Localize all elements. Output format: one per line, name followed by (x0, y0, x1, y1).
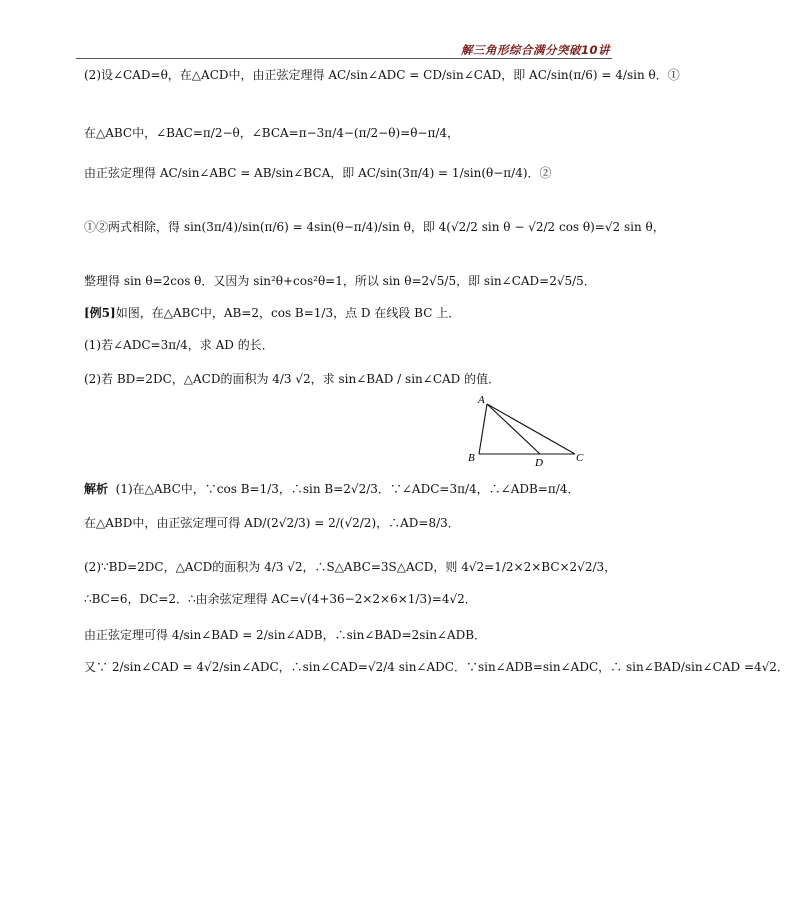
solution-line-3: 由正弦定理得 AC/sin∠ABC = AB/sin∠BCA，即 AC/sin(3π/4) = 1/sin(θ−π/4)．② (84, 166, 552, 180)
label-A: A (478, 394, 485, 406)
label-C: C (576, 452, 584, 464)
example-label: [例5] (84, 306, 116, 320)
solution-line-4: ①②两式相除，得 sin(3π/4)/sin(π/6) = 4sin(θ−π/4)/sin θ，即 4(√2/2 sin θ − √2/2 cos θ)=√2 sin θ， (84, 220, 665, 234)
analysis-line-5: 由正弦定理可得 4/sin∠BAD = 2/sin∠ADB，∴sin∠BAD=2sin∠ADB． (84, 628, 487, 642)
analysis-line-1 (84, 480, 579, 498)
label-B: B (468, 452, 475, 464)
analysis-line-2: 在△ABD中，由正弦定理可得 AD/(2√2/3) = 2/(√2/2)，∴AD=8/3． (84, 516, 460, 530)
example-statement (84, 304, 460, 322)
header-rule (76, 58, 612, 59)
question-2: (2)若 BD=2DC，△ACD的面积为 4/3 √2，求 sin∠BAD / sin∠CAD 的值． (84, 372, 501, 386)
analysis-line-6: 又∵ 2/sin∠CAD = 4√2/sin∠ADC，∴sin∠CAD=√2/4 sin∠ADC．∵sin∠ADB=sin∠ADC，∴ sin∠BAD/sin∠CAD =4√2． (84, 660, 789, 674)
solution-line-2: 在△ABC中，∠BAC=π/2−θ，∠BCA=π−3π/4−(π/2−θ)=θ−π/4， (84, 126, 460, 140)
example-text: 如图，在△ABC中，AB=2，cos B=1/3，点 D 在线段 BC 上． (115, 306, 461, 320)
analysis-label: 解析 (84, 482, 109, 496)
question-1: (1)若∠ADC=3π/4，求 AD 的长． (84, 338, 274, 352)
triangle-figure (460, 392, 590, 470)
solution-line-5: 整理得 sin θ=2cos θ．又因为 sin²θ+cos²θ=1，所以 sin θ=2√5/5，即 sin∠CAD=2√5/5． (84, 274, 596, 288)
analysis-line-3: (2)∵BD=2DC，△ACD的面积为 4/3 √2，∴S△ABC=3S△ACD，则 4√2=1/2×2×BC×2√2/3， (84, 560, 617, 574)
header-title: 解三角形综合满分突破10讲 (460, 43, 610, 57)
analysis-text-1: (1)在△ABC中，∵cos B=1/3，∴sin B=2√2/3．∵∠ADC=3π/4，∴∠ADB=π/4． (115, 482, 580, 496)
solution-line-1: (2)设∠CAD=θ，在△ACD中，由正弦定理得 AC/sin∠ADC = CD/sin∠CAD，即 AC/sin(π/6) = 4/sin θ．① (84, 68, 680, 82)
label-D: D (535, 457, 543, 469)
analysis-line-4: ∴BC=6，DC=2．∴由余弦定理得 AC=√(4+36−2×2×6×1/3)=4√2． (84, 592, 477, 606)
